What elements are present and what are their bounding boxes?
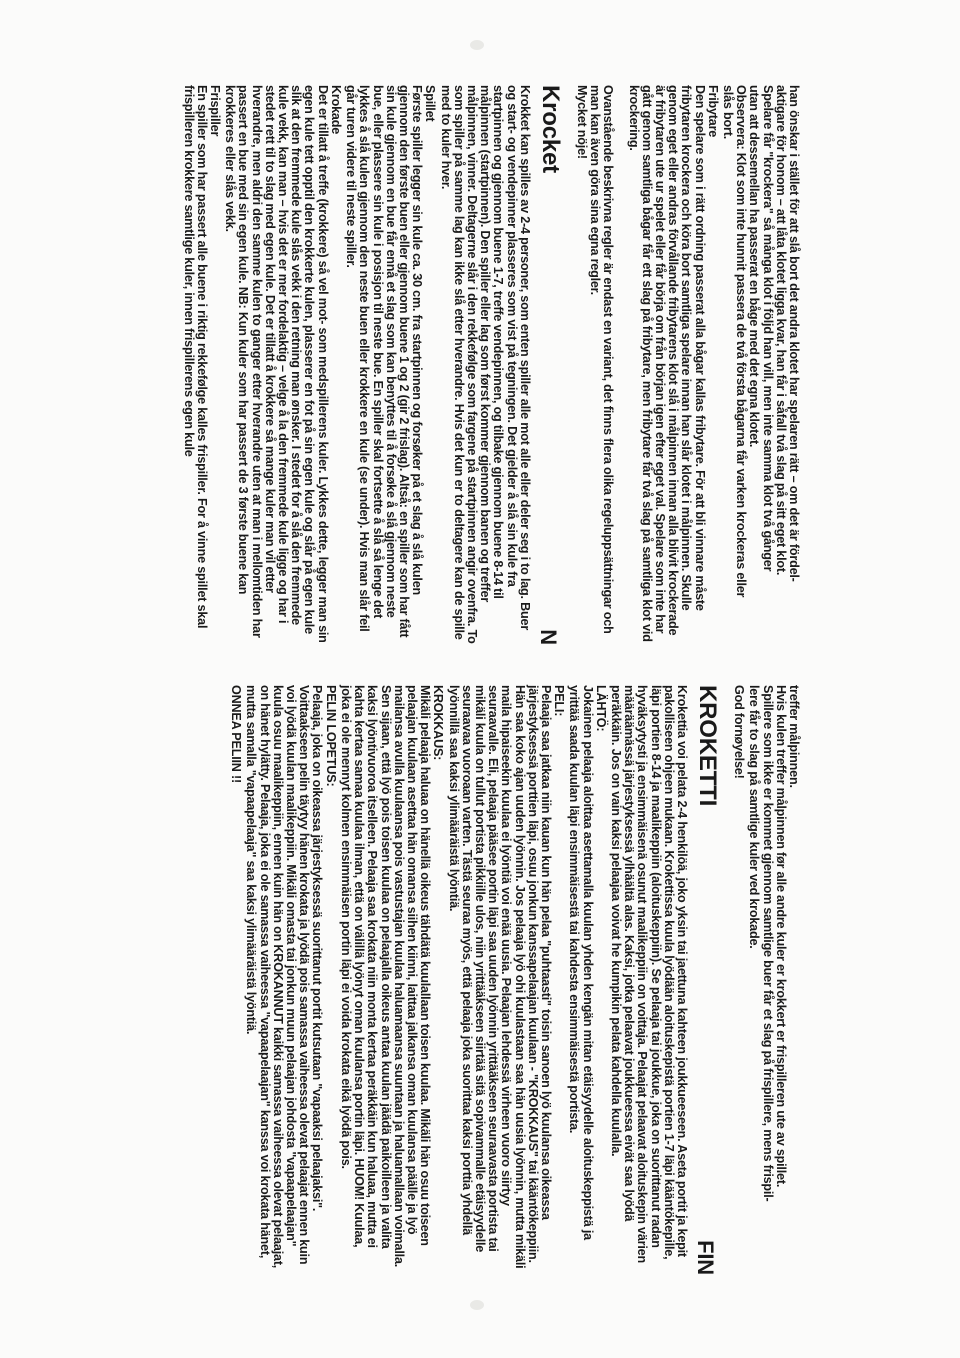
intro-block — [721, 85, 800, 645]
intro-line: Hvis kulen treffer målpinnen før alle andre kuler er krokkert er frispilleren ute av spillet. — [773, 685, 788, 1188]
kroketti-heading: KROKETTI — [693, 685, 721, 807]
frispiller-heading: Frispiller — [208, 85, 223, 137]
intro-line: han önskar i stället för att slå bort det andra klotet har spelaren rätt – om det är fördel- — [787, 85, 801, 582]
pelin-lopetus-heading: PELIN LOPETUS: — [323, 685, 338, 787]
pelin-lopetus-text: Pelaaja, joka on oikeassa järjestyksessä suorittanut portit kutsutaan "vapaaksi pelaajaksi". Voittaakseen pelin täytyy hänen krokata ja lyödä pois samassa vaiheessa olevat pelaajat ennen kuin voi lyödä kuulan maalikeppiin. Mikäli omasta tai jonkun muun pelaajan johdosta "vapaapelaajan" kuula osuu maalikeppiin, ennen kuin hän on KROKANNUT kaikki samassa vaiheessa olevat pelaajat, on hänet hylätty. Pelaaja, joka ei ole samassa vaiheessa "vapaapelaajan" kanssa voi krokata hänet, mutta samalla "vapaapelaaja" saa kaksi ylimääräistä lyöntiä. — [244, 685, 325, 1269]
spillet-heading: Spillet — [423, 85, 438, 122]
intro-line: slås bort. — [720, 85, 735, 139]
krokkaus-text: Mikäli pelaaja haluaa on hänellä oikeus tähdätä kuulallaan toisen kuulaa. Mikäli hän osuu toiseen pelaajan kuulaan asettaa hän omansa siihen kiinni, laittaa jalkansa oman kuulansa päälle ja lyö mailansa avulla kuulaansa pois vastustajan kuulaa haluamaansa suuntaan ja haluamallaan voimalla. Sen sijaan, että lyö pois toisen kuulaa on pelaajalla oikeus antaa kuulan jäädä paikoilleen ja valita kaksi lyöntivuoroa itselleen. Pelaaja saa krokata niin monta kertaa peräkkäin kun haluaa, mutta ei kahta kertaa samaa kuulaa ilman, että on välillä lyönyt oman kuulansa portin läpi. HUOM! Kuulaa, joka ei ole mennyt kolmen ensimmäisen portin läpi ei voida krokata eikä lyödä pois. — [338, 685, 433, 1268]
fribytare-text: Den spelare som i rätt ordning passerat alla bågar kallas fribytare. För att bli vinnare måste fribytaren krockera och köra bort samtliga spelare innan han slår klotet i målpinnen. Skulle genom eget eller andras förvållande fribytarens klot slå i målpinnen innan alla blivit krockerade är fribytaren ute ur spelet eller får börja om från början igen efter eget val. Spelare som inte har gått genom samtliga bågar får ett slag på fribytare, men fribytare får två slag på samtliga klot vid krockering. — [626, 85, 707, 642]
intro-line: Spillere som ikke er kommet gjennom samtlige buer får et slag på frispillere, mens frispil- — [760, 685, 775, 1202]
peli-text: Pelaaja saa jatkaa niin kauan kun hän pelaa "puhtaasti" toisin sanoen lyö kuulansa oikeassa järjestyksessä porttien läpi, osuu jonkun kanssapelaajan kuulaan - "KROKKAUS" tai kääntökeppiin. Hän saa koko ajan uuden lyönnin. Jos pelaaja lyö ohi kuulastaan saa hän uusia lyönnin, mutta mikäli maila hipaiseekin kuulaa ei lyöntiä voi enää uusia. Pelaajan lehdessä virheen vuoro siirtyy seuraavalle. Eli, pelaaja pääsee portin läpi saa uuden lyönnin yrittääkseen seuraavasta portista tai mikäli kuula on tullut portista pikkiille ulos, niin yrittääkseen siirtää sitä sopivammalle etäisyydelle seuraavaa vuoroaan varten. Tästä seuraa myös, että pelaaja joka suorittaa kaksi porttia yhdellä lyönnillä saa kaksi ylimääräistä lyöntiä. — [446, 685, 553, 1269]
column-finnish — [229, 685, 960, 1275]
intro-line: treffer målpinnen. — [787, 685, 801, 788]
spillet-text: Første spiller legger sin kule ca. 30 cm. fra startpinnen og forsøker på et slag å slå kulen gjennom den første buen eller gjennom buene 1 og 2 (gir 2 frislag). Altså: en spiller som har fått sin kule gjennom en bue får ennå et slag som kan benyttes til å forsøke å slå gjennom neste bue, eller plassere sin kule i posisjon til neste bue. En spiller skal fortsette å slå så lenge det lykkes å slå kulen gjennom den neste buen eller krokkere en kule (se under). Hvis man slår feil går turen videre til neste spiller. — [344, 85, 425, 638]
krocket-heading-row — [537, 85, 563, 645]
krokade-heading: Krokade — [328, 85, 343, 134]
krokkaus-heading: KROKKAUS: — [431, 685, 446, 761]
kroketti-heading-row — [694, 685, 720, 1275]
finale-text: ONNEA PELIIN !! — [229, 685, 244, 783]
intro-line: lere får to slag på samtlige kuler ved krokade. — [747, 685, 762, 949]
intro-line: Spelare får "krockera" så många klot i följd han vill, men inte samma klot två gånger — [760, 85, 775, 572]
continued-intro — [747, 685, 800, 1275]
column-norwegian — [181, 85, 960, 645]
language-marker-n: N — [535, 629, 561, 645]
intro-line: Observera: Klot som inte hunnit passera de två första bågarna får varken krockeras eller — [734, 85, 749, 598]
krocket-intro: Krokket kan spilles av 2-4 personer, som enten spiller alle mot alle eller deler seg i to lag. Buer og start- og vendepinner plasseres som vist på tegningen. Det gjelder å slå sin kule fra startpinnen og gjennom buene 1-7, treffe vendepinnen, og tilbake gjennom buene 8-14 til målpinnen (startpinnen). Den spiller eller lag som først kommer gjennom banen og treffer målpinnen, vinner. Deltagerne slår i den rekkefølge som fargene på startpinnen angir ovenfra. To som spiller på samme lag kan ikke slå etter hverandre. Hvis det kun er to deltagere kan de spille med to kuler hver. — [438, 85, 532, 644]
peli-heading: PELI: — [552, 685, 567, 717]
krocket-heading: Krocket — [536, 85, 564, 173]
frispiller-text: En spiller som har passert alle buene i riktig rekkefølge kalles frispiller. For å vinne spillet skal frispilleren krokkere samtlige kuler, innen frispillerens egen kule — [181, 85, 209, 629]
intro-line: utan att dessemellan ha passerat en båge med det egna klotet. — [747, 85, 762, 448]
language-marker-fin: FIN — [692, 1240, 718, 1275]
farewell-text: God fornøyelse! — [732, 685, 747, 779]
lahto-text: Jokainen pelaaja aloittaa asettamalla kuulan yhden kengän mitan etäisyydelle aloituskeppistä ja yrittää saada kuulan läpi ensimmäisestä tai kahdesta ensimmäisestä portista. — [567, 685, 595, 1240]
fribytare-heading: Fribytare — [705, 85, 720, 138]
closing-text: Ovanstående beskrivna regler är endast en variant, det finns flera olika regeluppsättningar och man kan även göra sina egna regler. — [588, 85, 616, 634]
intro-line: aktigare för honom – att låta klotet ligga kvar, han får i såfall två slag på sitt eget klot. — [773, 85, 788, 576]
closing-greeting: Mycket nöje! — [574, 85, 589, 159]
krokade-text: Det er tillatt å treffe (krokkere) så vel mot- som medspillerens kuler. Lykkes dette, legger man sin egen kule tett opptil den krokkerte kulen, plasserer en fot på sin egen kule og slår på egen kule slik at den fremmede kule slås vekk i den retning man ønsker. I stedet for å slå den fremmede kule vekk, kan man – hvis det er mer fordelaktig – velge å la den fremmede kule ligge og har i stedet rett til to slag med egen kule. Det er tillatt å krokkere så mange kuler man vil etter hverandre, men aldri den samme kulen to ganger etter hverandre uten at man i mellomtiden har passert en bue med sin egen kule. NB: Kun kuler som har passert de 3 første buene kan krokkeres eller slås vekk. — [223, 85, 330, 643]
kroketti-text: Krokettia voi pelata 2-4 henkilöä, joko yksin tai jaettuna kahteen joukkueeseen. Aseta portit ja kepit pakolliseen ohjeen mukaan. Krokettissa kuula lyödään aloituskepistä portien 1-7 läpi kääntökepille, läpi portien 8-14 ja maalikeppiin (aloituskeppiin). Se pelaaja tai joukkue, joka on suorittanut radan hyväksytysti ja ensimmäisenä osunut maalikeppiin on voittaja. Pelaajat pelaavat aloituskepin värien määräämässä järjestyksessä ylhäältä alas. Kaksi, jotka pelaavat joukkueessa eivät saa lyödä peräkkäin. Jos on vain kaksi pelaajaa voivat he kumpikin pelata kahdella kuulalla. — [608, 685, 689, 1263]
lahto-heading: LÄHTÖ: — [593, 685, 608, 732]
